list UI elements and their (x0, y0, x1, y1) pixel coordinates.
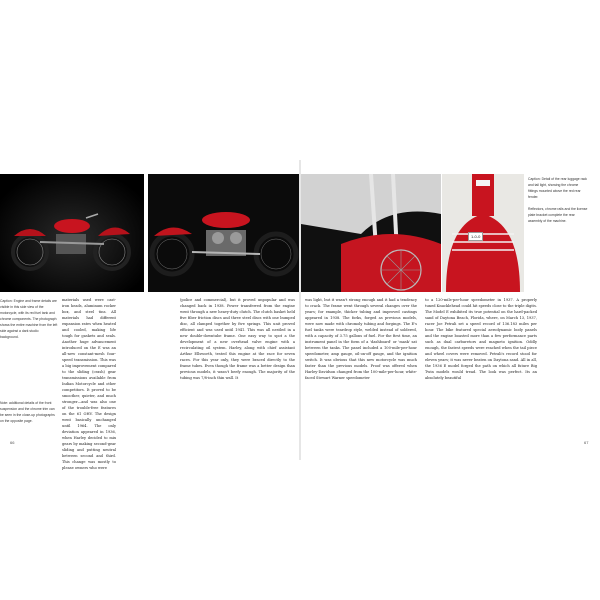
paragraph: was light, but it wasn't strong enough and it had a tendency to crack. The frame went through several changes over the years; for example, thicker tubing and improved castings appeared in 1938. The forks, forged as previous models, were now made with chromoly tubing and forgings. The E's fuel tanks were teardrop style, welded instead of soldered, with a capacity of 3.75 gallons of fuel. For the first time, an instrument panel in the form of a 'dashboard' or 'mask' sat between the tanks. The panel included a 100-mile-per-hour speedometer, amp gauge, oil-on-off gauge, and the ignition switch. It was obvious that this new motorcycle was much faster than the previous models. Proof was offered when Harley-Davidson changed from the 100-mile-per-hour, white-faced Stewart Warner speedometer (305, 298, 417, 380)
caption-text-lower: Reflectors, chrome rails and the license plate bracket complete the rear assembly of the machine. (528, 207, 588, 223)
page-number-left: 66 (10, 440, 15, 445)
caption-text: Caption: Engine and frame details are visible in this side view of the motorcycle, with its red fuel tank and chrome components. The photograph shows the entire machine from the left side against a dark studio background. (0, 299, 58, 339)
front-suspension-photo (301, 174, 441, 292)
page-number-right: 67 (584, 440, 589, 445)
engine-detail-photo (148, 174, 299, 292)
paragraph: (police and commercial), but it proved unpopular and was changed back in 1938. Power transferred from the engine went through a new heavy-duty clutch. The clutch basket held five fiber friction discs and three steel discs with one bumped disc, all clamped together by five springs. This unit proved efficient and was used until 1941. This was all nestled in a new double-downtube frame. One easy way to spot a the development of a new overhead valve engine with a recirculating oil system. Harley, along with chief assistant Arthur Ellsworth, tested this engine at the race for seven races. For this year only, they were braced directly to the frame tubes. Even though the frame was a better design than previous models, it wasn't beefy enough. The majority of the tubing was 7/8-inch thin wall. It (180, 298, 295, 380)
right-caption (528, 176, 588, 224)
caption-text: Caption: Detail of the rear luggage rack and tail light, showing the chrome fittings mounted above the red rear fender. (528, 177, 587, 199)
body-column-4 (425, 297, 537, 381)
left-caption (0, 298, 58, 424)
motorcycle-side-photo (0, 174, 144, 292)
body-column-2 (180, 297, 295, 381)
paragraph: materials used were cast-iron heads, aluminum rocker box, and steel tins. All materials had different expansion rates when heated and cooled, making life tough for gaskets and seals. Another huge advancement introduced on the E was an all-new constant-mesh four-speed transmission. This was a big improvement compared to the sliding (crash) gear transmissions available from Indian Motorcycle and other competitors. It proved to be smoother, quieter, and much stronger—and was also one of the trouble-free features on the 61 OHV. The design went basically unchanged until 1964. The only deviation appeared in 1936, when Harley decided to mix gears by making second-gear sliding and putting neutral between second and third. This change was mostly to please owners who were (62, 298, 116, 470)
paragraph: to a 120-mile-per-hour speedometer in 1937. A properly tuned Knucklehead could hit speeds close to the triple digits. The Model E exhibited its true potential on the hard-packed sand of Daytona Beach, Florida, where, on March 13, 1937, racer Joe Petrali set a speed record of 136.183 miles per hour. The bike featured special aerodynamic body panels and the engine boasted more than a few performance parts such as dual carburetors and magneto ignition. Oddly enough, the fastest speeds were reached when the tail piece and wheel covers were removed. Petrali's record stood for eleven years; it was never beaten on Daytona sand. All in all, the 1936 E model forged the path on which all future Big Twin models would tread. The look was perfect. Its an absolutely beautiful (425, 298, 537, 380)
body-column-1 (62, 297, 116, 471)
body-column-3 (305, 297, 417, 381)
photo-tag-label: 1-0-0 (468, 232, 483, 241)
caption-text-lower: Note: additional details of the front suspension and the chrome trim can be seen in the close-up photographs on the opposite page. (0, 401, 55, 423)
